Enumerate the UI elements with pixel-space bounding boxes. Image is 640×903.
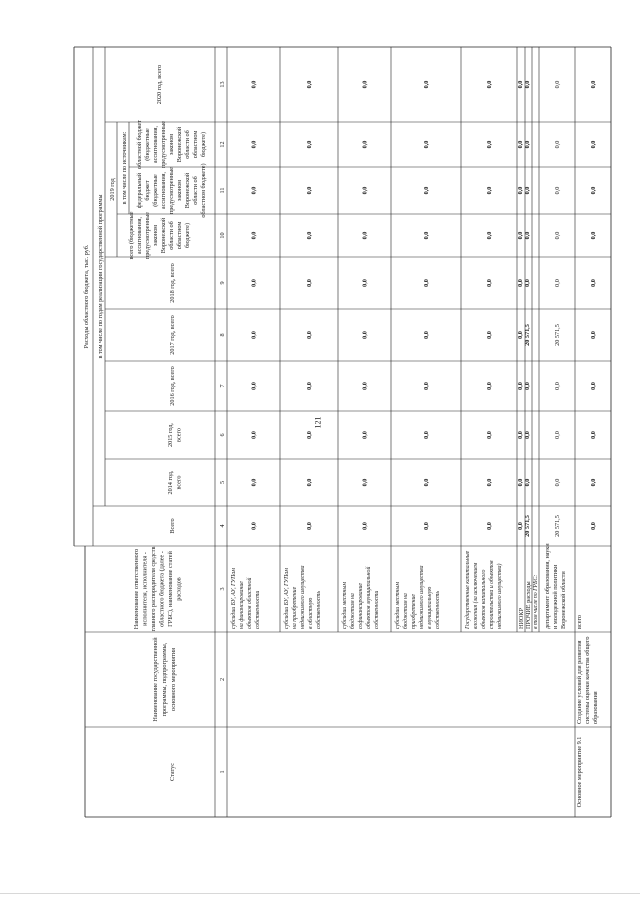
row-value-prochie: 0,0 bbox=[524, 140, 531, 149]
row-value: 0,0 bbox=[361, 186, 369, 195]
row-label: собственности bbox=[255, 590, 261, 629]
column-number: 11 bbox=[219, 187, 226, 194]
measure-status: Основное мероприятие 9.1 bbox=[576, 736, 583, 808]
row-value: 0,0 bbox=[306, 522, 313, 530]
header-program-name: основного мероприятия bbox=[170, 647, 177, 712]
measure-value: 0,0 bbox=[590, 279, 597, 287]
row-value-niokr: 0,0 bbox=[517, 279, 524, 287]
row-value: 0,0 bbox=[361, 431, 369, 439]
header-2019-total: областном bbox=[176, 221, 183, 250]
row-label: собственности bbox=[374, 590, 380, 629]
row-value: 0,0 bbox=[306, 382, 313, 390]
column-number: 2 bbox=[219, 677, 226, 682]
row-label: бюджетам на bbox=[350, 593, 356, 629]
row-value: 0,0 bbox=[250, 140, 258, 149]
header-year-2019: 2019 год bbox=[109, 178, 116, 201]
row-value: 0,0 bbox=[250, 382, 258, 390]
header-by-years: в том числе по годам реализации государственной программы bbox=[97, 194, 104, 359]
row-label: приобретение bbox=[411, 594, 417, 629]
measure-name: Создание условий для развития bbox=[576, 640, 583, 724]
row-value: 0,0 bbox=[250, 478, 258, 487]
row-value-niokr: 0,0 bbox=[517, 80, 524, 89]
row-value: 0,0 bbox=[250, 186, 258, 195]
row-label-department: департамент образования, науки bbox=[544, 543, 551, 629]
row-label: недвижимого имущества bbox=[300, 565, 306, 629]
row-value-department: 0,0 bbox=[554, 382, 561, 390]
row-value-prochie: 20 571,5 bbox=[524, 324, 531, 346]
column-number: 13 bbox=[219, 81, 226, 88]
row-value: 0,0 bbox=[486, 186, 493, 195]
measure-value: 0,0 bbox=[590, 522, 597, 530]
row-value: 0,0 bbox=[306, 279, 313, 287]
row-value: 0,0 bbox=[250, 331, 258, 339]
row-value: 0,0 bbox=[361, 80, 369, 89]
header-responsible: ГРБС), наименование статей bbox=[166, 551, 174, 627]
row-label: субсидии местным bbox=[342, 581, 348, 629]
row-value-niokr: 0,0 bbox=[517, 522, 524, 530]
measure-value: 0,0 bbox=[590, 431, 597, 439]
row-value: 0,0 bbox=[486, 279, 493, 287]
column-number: 4 bbox=[219, 524, 226, 528]
header-2019-total: Воронежской bbox=[160, 217, 167, 254]
header-responsible: Наименование ответственного bbox=[132, 548, 140, 630]
header-2019-federal: области об bbox=[192, 176, 199, 205]
row-value: 0,0 bbox=[486, 431, 493, 439]
row-value-department: 0,0 bbox=[554, 80, 561, 89]
row-value-prochie: 20 571,5 bbox=[524, 515, 531, 537]
measure-value: 0,0 bbox=[590, 80, 597, 89]
row-value: 0,0 bbox=[361, 382, 369, 390]
header-2019-federal: ассигнования, bbox=[160, 171, 167, 210]
row-value-department: 0,0 bbox=[554, 140, 561, 149]
row-value: 0,0 bbox=[306, 140, 313, 149]
row-value: 0,0 bbox=[250, 231, 258, 240]
header-2019-regional: предусмотренные bbox=[160, 120, 167, 169]
header-total: Всего bbox=[169, 518, 176, 534]
row-value-niokr: 0,0 bbox=[517, 186, 524, 195]
measure-value: 0,0 bbox=[590, 331, 597, 339]
row-value: 0,0 bbox=[423, 279, 430, 287]
column-number: 12 bbox=[219, 141, 226, 148]
header-program-name: программы, подпрограммы, bbox=[161, 642, 168, 717]
row-value-prochie: 0,0 bbox=[524, 279, 531, 287]
row-label: вложения (за исключением bbox=[473, 562, 479, 629]
row-value: 0,0 bbox=[423, 331, 430, 339]
header-sources: в том числе по источникам: bbox=[121, 131, 128, 205]
row-value-department: 20 571,5 bbox=[554, 515, 561, 537]
scan-edge bbox=[0, 893, 640, 894]
row-value: 0,0 bbox=[486, 478, 493, 487]
measure-name: системы оценки качества общего bbox=[584, 636, 591, 724]
row-value: 0,0 bbox=[306, 431, 313, 439]
header-2019-total: области об bbox=[168, 221, 175, 250]
header-2019-total: предусмотренные bbox=[144, 211, 151, 260]
row-value-department: 0,0 bbox=[554, 279, 561, 287]
row-label: недвижимого имущества bbox=[419, 565, 425, 629]
header-2016: 2016 год, всего bbox=[169, 366, 176, 406]
row-value: 0,0 bbox=[423, 431, 430, 439]
row-label-department: и молодежной политики bbox=[552, 564, 559, 629]
row-label: объектов муниципальной bbox=[366, 566, 372, 629]
row-value-prochie: 0,0 bbox=[524, 382, 531, 390]
header-expenses-title: Расходы областного бюджета, тыс. руб. bbox=[83, 244, 90, 349]
row-value-prochie: 0,0 bbox=[524, 80, 531, 89]
row-value: 0,0 bbox=[423, 478, 430, 487]
row-label: собственность bbox=[316, 591, 322, 629]
column-number: 9 bbox=[219, 281, 226, 285]
row-value-department: 20 571,5 bbox=[554, 324, 561, 346]
measure-value: 0,0 bbox=[590, 382, 597, 390]
header-2017: 2017 год, всего bbox=[169, 315, 176, 355]
row-value-prochie: 0,0 bbox=[524, 431, 531, 439]
header-2015: всего bbox=[175, 428, 183, 442]
row-value: 0,0 bbox=[250, 522, 258, 530]
header-2019-regional: (бюджетные bbox=[144, 128, 151, 161]
row-value: 0,0 bbox=[361, 522, 369, 530]
header-2019-regional: законом bbox=[168, 133, 175, 156]
row-label: субсидии БУ, АУ, ГУПам bbox=[284, 568, 290, 629]
row-value: 0,0 bbox=[250, 80, 258, 89]
row-value: 0,0 bbox=[423, 231, 430, 240]
row-value-niokr: 0,0 bbox=[517, 431, 524, 439]
header-2019-federal: бюджет bbox=[144, 180, 151, 201]
column-number: 8 bbox=[219, 333, 226, 337]
row-value: 0,0 bbox=[361, 331, 369, 339]
measure-value: 0,0 bbox=[590, 478, 597, 487]
header-status: Статус bbox=[169, 763, 176, 781]
row-value: 0,0 bbox=[306, 231, 313, 240]
row-value: 0,0 bbox=[423, 80, 430, 89]
row-value: 0,0 bbox=[486, 522, 493, 530]
row-value: 0,0 bbox=[250, 279, 258, 287]
header-2019-federal: законом bbox=[176, 179, 183, 202]
row-label: на приобретение bbox=[292, 586, 298, 629]
row-value: 0,0 bbox=[250, 431, 258, 439]
row-label: на финансирование bbox=[239, 581, 245, 629]
row-value: 0,0 bbox=[423, 382, 430, 390]
row-label-grbs: в том числе по ГРБС: bbox=[533, 574, 539, 629]
row-value: 0,0 bbox=[361, 231, 369, 240]
row-value: 0,0 bbox=[306, 331, 313, 339]
row-value: 0,0 bbox=[486, 331, 493, 339]
column-number: 10 bbox=[219, 232, 226, 239]
header-2019-regional: области об bbox=[184, 130, 191, 159]
column-number: 3 bbox=[219, 587, 226, 591]
row-label: собственность bbox=[435, 591, 441, 629]
header-2018: 2018 год, всего bbox=[169, 263, 176, 303]
measure-name: образования bbox=[592, 691, 599, 724]
header-2019-regional: ассигнования, bbox=[152, 125, 159, 164]
header-2019-total: ассигнования, bbox=[136, 216, 143, 255]
column-number: 5 bbox=[219, 480, 226, 485]
measure-value: 0,0 bbox=[590, 140, 597, 149]
row-label: Государственные капитальные bbox=[465, 550, 471, 629]
row-value-prochie: 0,0 bbox=[524, 186, 531, 195]
row-value: 0,0 bbox=[306, 478, 313, 487]
row-value-department: 0,0 bbox=[554, 431, 561, 439]
header-2014: всего bbox=[175, 475, 183, 490]
header-2019-regional: бюджете) bbox=[200, 131, 207, 158]
row-label-prochie: ПРОЧИЕ расходы bbox=[525, 581, 532, 629]
row-value: 0,0 bbox=[361, 140, 369, 149]
header-responsible: главного распорядителя средств bbox=[149, 546, 157, 632]
row-label: строительства и объектов bbox=[489, 560, 495, 629]
header-program-name: Наименование государственной bbox=[152, 637, 159, 722]
row-value-niokr: 0,0 bbox=[517, 382, 524, 390]
header-2014: 2014 год, bbox=[166, 470, 174, 495]
row-value-department: 0,0 bbox=[554, 186, 561, 195]
header-2019-regional: Воронежской bbox=[176, 126, 183, 163]
row-label-department: Воронежской области bbox=[560, 571, 567, 629]
row-value-niokr: 0,0 bbox=[517, 231, 524, 240]
row-value: 0,0 bbox=[306, 186, 313, 195]
rotated-table-page bbox=[49, 10, 637, 842]
header-2019-federal: федеральный bbox=[136, 172, 143, 209]
column-number: 7 bbox=[219, 384, 226, 388]
header-2019-regional: областном bbox=[192, 130, 199, 159]
row-value: 0,0 bbox=[423, 140, 430, 149]
row-label: софинансирование bbox=[358, 583, 364, 629]
header-2019-total: всего (бюджетные bbox=[128, 211, 135, 260]
row-value: 0,0 bbox=[306, 80, 313, 89]
row-value-department: 0,0 bbox=[554, 478, 561, 487]
row-value: 0,0 bbox=[361, 279, 369, 287]
row-value-department: 0,0 bbox=[554, 231, 561, 240]
budget-table bbox=[49, 10, 637, 842]
row-value: 0,0 bbox=[423, 186, 430, 195]
header-2019-regional: областной бюджет bbox=[136, 120, 143, 169]
row-label: субсидии местным bbox=[395, 581, 401, 629]
header-responsible: исполнителя, исполнителя - bbox=[141, 552, 149, 626]
header-responsible: областного бюджета (далее - bbox=[158, 551, 166, 627]
row-value: 0,0 bbox=[361, 478, 369, 487]
column-number: 1 bbox=[219, 770, 226, 774]
header-2019-federal: областном бюджете) bbox=[200, 163, 207, 218]
row-label: субсидии БУ, АУ, ГУПам bbox=[231, 568, 237, 629]
row-value-prochie: 0,0 bbox=[524, 478, 531, 487]
column-number: 6 bbox=[219, 433, 226, 437]
row-label: в муниципальную bbox=[427, 586, 433, 629]
header-2019-federal: (бюджетные bbox=[152, 174, 159, 207]
row-value: 0,0 bbox=[486, 382, 493, 390]
page-number: 121 bbox=[313, 416, 323, 429]
row-value: 0,0 bbox=[486, 231, 493, 240]
row-value-niokr: 0,0 bbox=[517, 331, 524, 339]
row-value: 0,0 bbox=[423, 522, 430, 530]
row-label: объектов областной bbox=[247, 577, 253, 629]
row-label: бюджетам на bbox=[403, 593, 409, 629]
row-label: в областную bbox=[308, 597, 314, 629]
row-label: объектов капитального bbox=[481, 569, 487, 629]
row-value: 0,0 bbox=[486, 80, 493, 89]
header-responsible: расходов bbox=[175, 577, 183, 601]
row-value-niokr: 0,0 bbox=[517, 478, 524, 487]
header-2015: 2015 год, bbox=[166, 423, 174, 447]
header-2020: 2020 год, всего bbox=[156, 64, 163, 105]
row-label-niokr: НИОКР bbox=[518, 608, 525, 629]
row-value-niokr: 0,0 bbox=[517, 140, 524, 149]
header-2019-total: законом bbox=[152, 224, 159, 247]
header-2019-federal: Воронежской bbox=[184, 172, 191, 209]
row-value-prochie: 0,0 bbox=[524, 231, 531, 240]
row-label: недвижимого имущества) bbox=[497, 563, 503, 629]
measure-sub-total: всего bbox=[576, 615, 583, 629]
row-value: 0,0 bbox=[486, 140, 493, 149]
header-2019-federal: предусмотренные bbox=[168, 166, 175, 215]
measure-value: 0,0 bbox=[590, 231, 597, 240]
measure-value: 0,0 bbox=[590, 186, 597, 195]
header-2019-total: бюджете) bbox=[184, 222, 191, 249]
